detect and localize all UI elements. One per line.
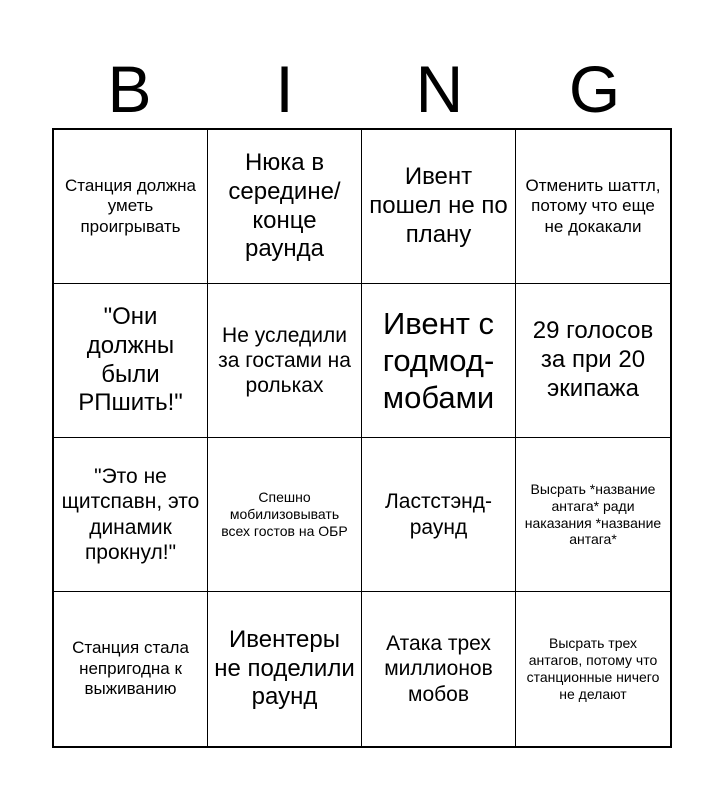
- bingo-cell[interactable]: Высрать *название антага* ради наказания *название антага*: [516, 438, 670, 592]
- bingo-cell[interactable]: Спешно мобилизовывать всех гостов на ОБР: [208, 438, 362, 592]
- bingo-cell[interactable]: Высрать трех антагов, потому что станционные ничего не делают: [526, 635, 660, 702]
- bingo-cell[interactable]: Ластстэнд-раунд: [362, 438, 516, 592]
- bingo-cell[interactable]: Ивентеры не поделили раунд: [208, 592, 362, 746]
- bingo-header: [52, 50, 672, 128]
- header-letter-n: N: [415, 52, 464, 126]
- bingo-cell[interactable]: Станция стала непригодна к выживанию: [54, 592, 208, 746]
- header-letter-b: B: [107, 52, 152, 126]
- bingo-cell[interactable]: 29 голосов за при 20 экипажа: [516, 284, 670, 438]
- bingo-cell[interactable]: Нюка в середине/ конце раунда: [208, 130, 362, 284]
- bingo-board: [52, 128, 672, 748]
- bingo-cell[interactable]: Отменить шаттл, потому что еще не докакали: [516, 130, 670, 284]
- bingo-cell[interactable]: Атака трех миллионов мобов: [362, 592, 516, 746]
- header-letter-g: G: [568, 52, 621, 126]
- bingo-cell[interactable]: Ивент пошел не по плану: [362, 130, 516, 284]
- header-letter-i: I: [275, 52, 294, 126]
- bingo-cell[interactable]: Ивент с годмод-мобами: [362, 284, 516, 438]
- bingo-cell[interactable]: "Это не щитспавн, это динамик прокнул!": [54, 438, 208, 592]
- bingo-cell[interactable]: Не уследили за гостами на рольках: [208, 284, 362, 438]
- bingo-cell[interactable]: "Они должны были РПшить!": [54, 284, 208, 438]
- bingo-cell[interactable]: Станция должна уметь проигрывать: [54, 130, 208, 284]
